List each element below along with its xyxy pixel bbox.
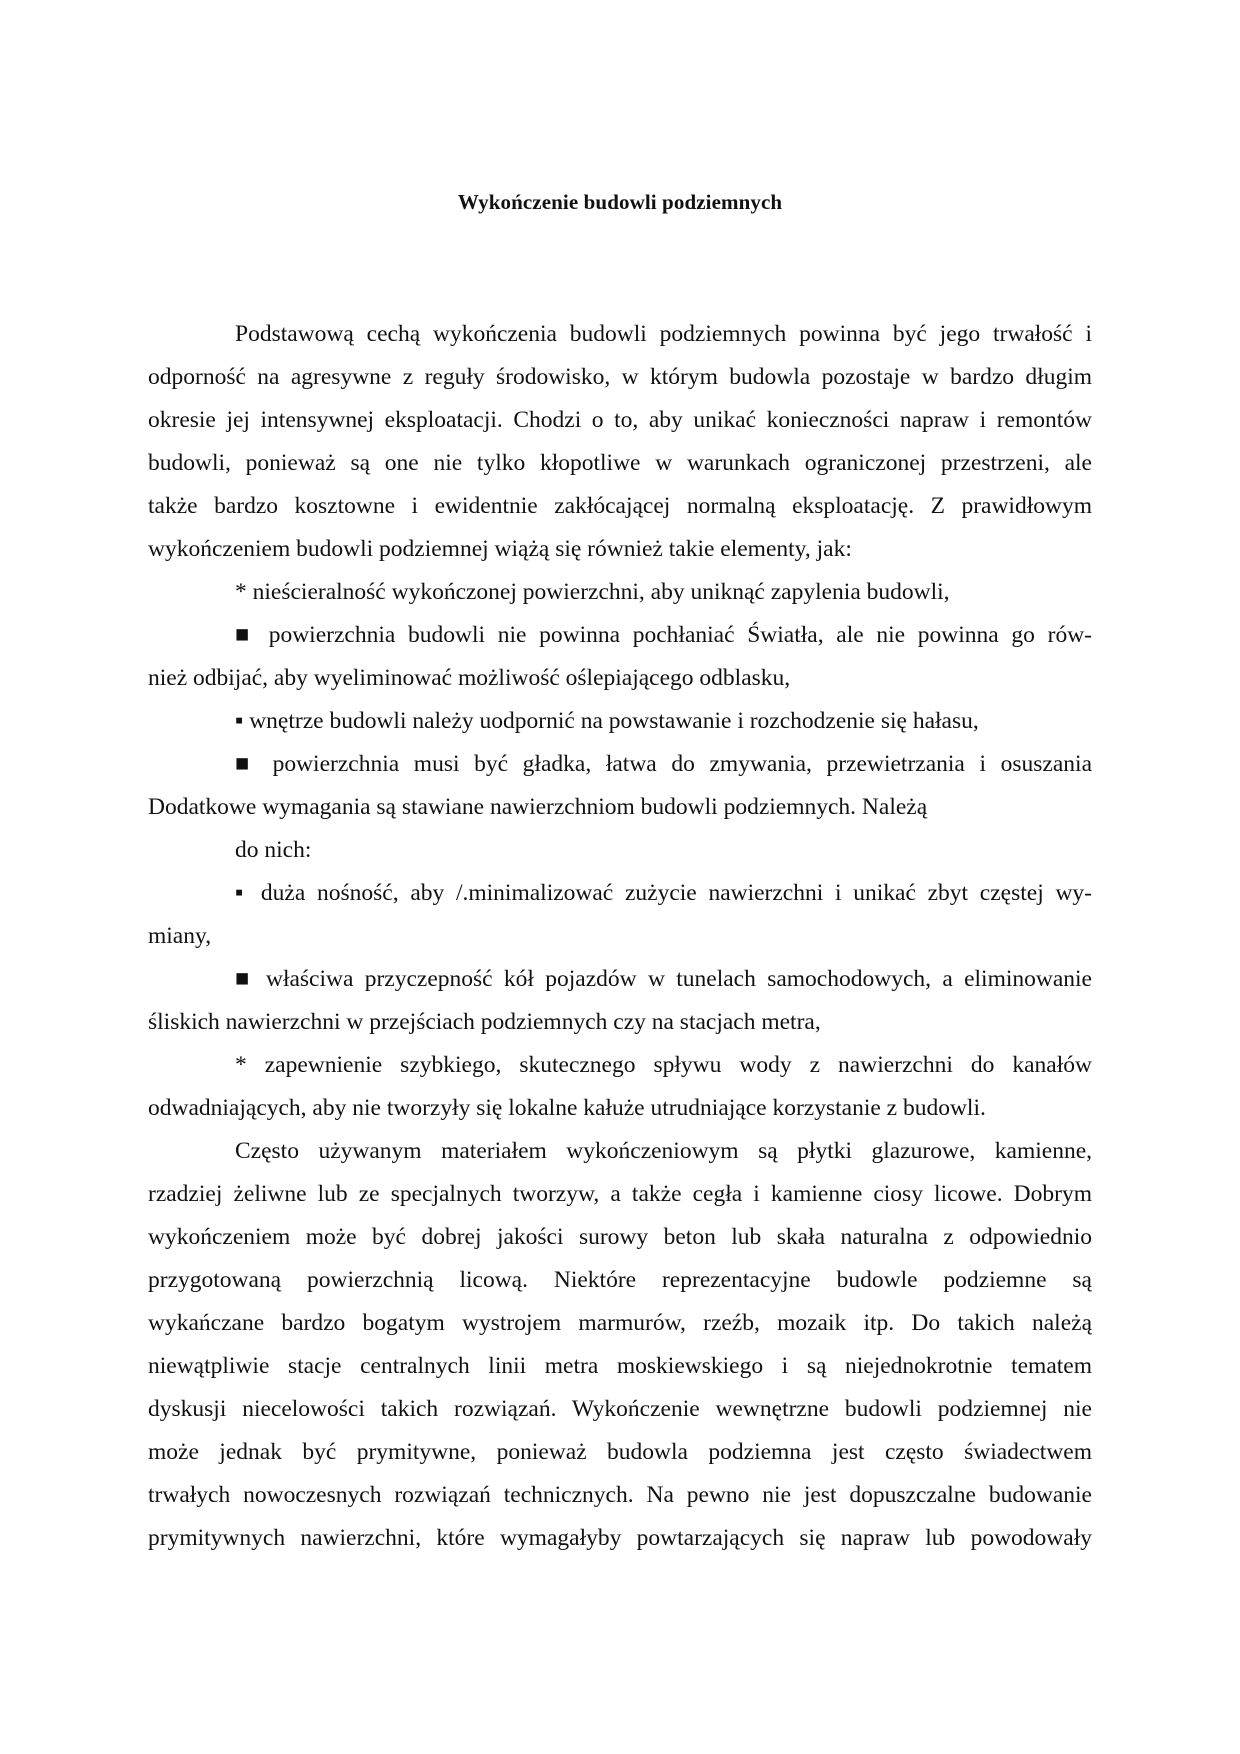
document-title: Wykończenie budowli podziemnych [457, 190, 783, 214]
text-line: odwadniających, aby nie tworzyły się lokalne kałuże utrudniające korzystanie z budowli. [148, 1095, 986, 1121]
list-item: * nieścieralność wykończonej powierzchni, aby uniknąć zapylenia budowli, [235, 579, 950, 605]
text-line: wykończeniem może być dobrej jakości surowy beton lub skała naturalna z odpowiednio [148, 1224, 1092, 1250]
text-line: dyskusji niecelowości takich rozwiązań. Wykończenie wewnętrzne budowli podziemnej nie [148, 1396, 1092, 1422]
text-line: wykańczane bardzo bogatym wystrojem marmurów, rzeźb, mozaik itp. Do takich należą [148, 1310, 1092, 1336]
text-line: Podstawową cechą wykończenia budowli podziemnych powinna być jego trwałość i [235, 321, 1092, 347]
text-line: przygotowaną powierzchnią licową. Niektóre reprezentacyjne budowle podziemne są [148, 1267, 1092, 1293]
text-line: także bardzo kosztowne i ewidentnie zakłócającej normalną eksploatację. Z prawidłowym [148, 493, 1092, 519]
text-line: Często używanym materiałem wykończeniowym są płytki glazurowe, kamienne, [235, 1138, 1092, 1164]
document-body [148, 313, 1092, 1560]
text-line: trwałych nowoczesnych rozwiązań technicznych. Na pewno nie jest dopuszczalne budowanie [148, 1482, 1092, 1508]
list-item: ▪ wnętrze budowli należy uodpornić na powstawanie i rozchodzenie się hałasu, [235, 708, 979, 734]
text-line: niewątpliwie stacje centralnych linii metra moskiewskiego i są niejednokrotnie tematem [148, 1353, 1092, 1379]
text-line: odporność na agresywne z reguły środowisko, w którym budowla pozostaje w bardzo długim [148, 364, 1092, 390]
list-item: ■ powierzchnia budowli nie powinna pochłaniać Światła, ale nie powinna go rów- [235, 622, 1092, 648]
text-line: rzadziej żeliwne lub ze specjalnych tworzyw, a także cegła i kamienne ciosy licowe. Dobrym [148, 1181, 1092, 1207]
list-item: ■ powierzchnia musi być gładka, łatwa do zmywania, przewietrzania i osuszania [235, 751, 1092, 777]
text-line: do nich: [235, 837, 312, 863]
text-line: miany, [148, 923, 212, 949]
text-line: budowli, ponieważ są one nie tylko kłopotliwe w warunkach ograniczonej przestrzeni, ale [148, 450, 1092, 476]
text-line: okresie jej intensywnej eksploatacji. Chodzi o to, aby unikać konieczności napraw i remontów [148, 407, 1092, 433]
text-line: może jednak być prymitywne, ponieważ budowla podziemna jest często świadectwem [148, 1439, 1092, 1465]
text-line: śliskich nawierzchni w przejściach podziemnych czy na stacjach metra, [148, 1009, 821, 1035]
text-line: prymitywnych nawierzchni, które wymagałyby powtarzających się napraw lub powodowały [148, 1525, 1092, 1551]
text-line: wykończeniem budowli podziemnej wiążą się również takie elementy, jak: [148, 536, 852, 562]
list-item: * zapewnienie szybkiego, skutecznego spływu wody z nawierzchni do kanałów [235, 1052, 1092, 1078]
text-line: nież odbijać, aby wyeliminować możliwość oślepiającego odblasku, [148, 665, 791, 691]
list-item: ▪ duża nośność, aby /.minimalizować zużycie nawierzchni i unikać zbyt częstej wy- [235, 880, 1092, 906]
text-line: Dodatkowe wymagania są stawiane nawierzchniom budowli podziemnych. Należą [148, 794, 928, 820]
list-item: ■ właściwa przyczepność kół pojazdów w tunelach samochodowych, a eliminowanie [235, 966, 1092, 992]
